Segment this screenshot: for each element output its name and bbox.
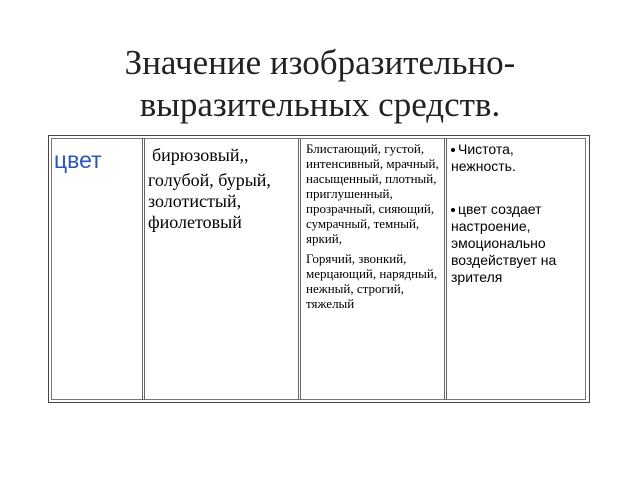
column-divider-3 [444,138,445,400]
title-line-2: выразительных средств. [139,85,501,124]
column-divider-2b [300,138,301,400]
title-line-1: Значение изобразительно- [124,43,516,82]
meaning-item-1-text: Чистота, нежность. [451,141,516,174]
bullet-icon [451,208,455,212]
bullet-icon [451,148,455,152]
meaning-item-2 [451,201,581,286]
meaning-item-1 [451,141,581,175]
column-divider-3b [446,138,447,400]
adjectives-paragraph-2: Горячий, звонкий, мерцающий, нарядный, нежный, строгий, тяжелый [306,251,438,311]
color-names-line-1: бирюзовый,, [152,145,249,165]
cell-color-names [148,141,294,233]
cell-color-meaning [451,141,581,286]
meaning-item-2-text: цвет создает настроение, эмоционально воздействует на зрителя [451,201,557,285]
column-divider-2 [298,138,299,400]
column-divider-1b [144,138,145,400]
adjectives-paragraph-1: Блистающий, густой, интенсивный, мрачный, насыщенный, плотный, приглушенный, прозрачный, сияющий, сумрачный, темный, яркий, [306,141,439,246]
cell-color-word: цвет [54,147,102,173]
slide-title [0,42,640,126]
content-table [48,135,590,403]
cell-color-adjectives [306,141,442,316]
color-names-rest: голубой, бурый, золотистый, фиолетовый [148,170,271,232]
column-divider-1 [142,138,143,400]
